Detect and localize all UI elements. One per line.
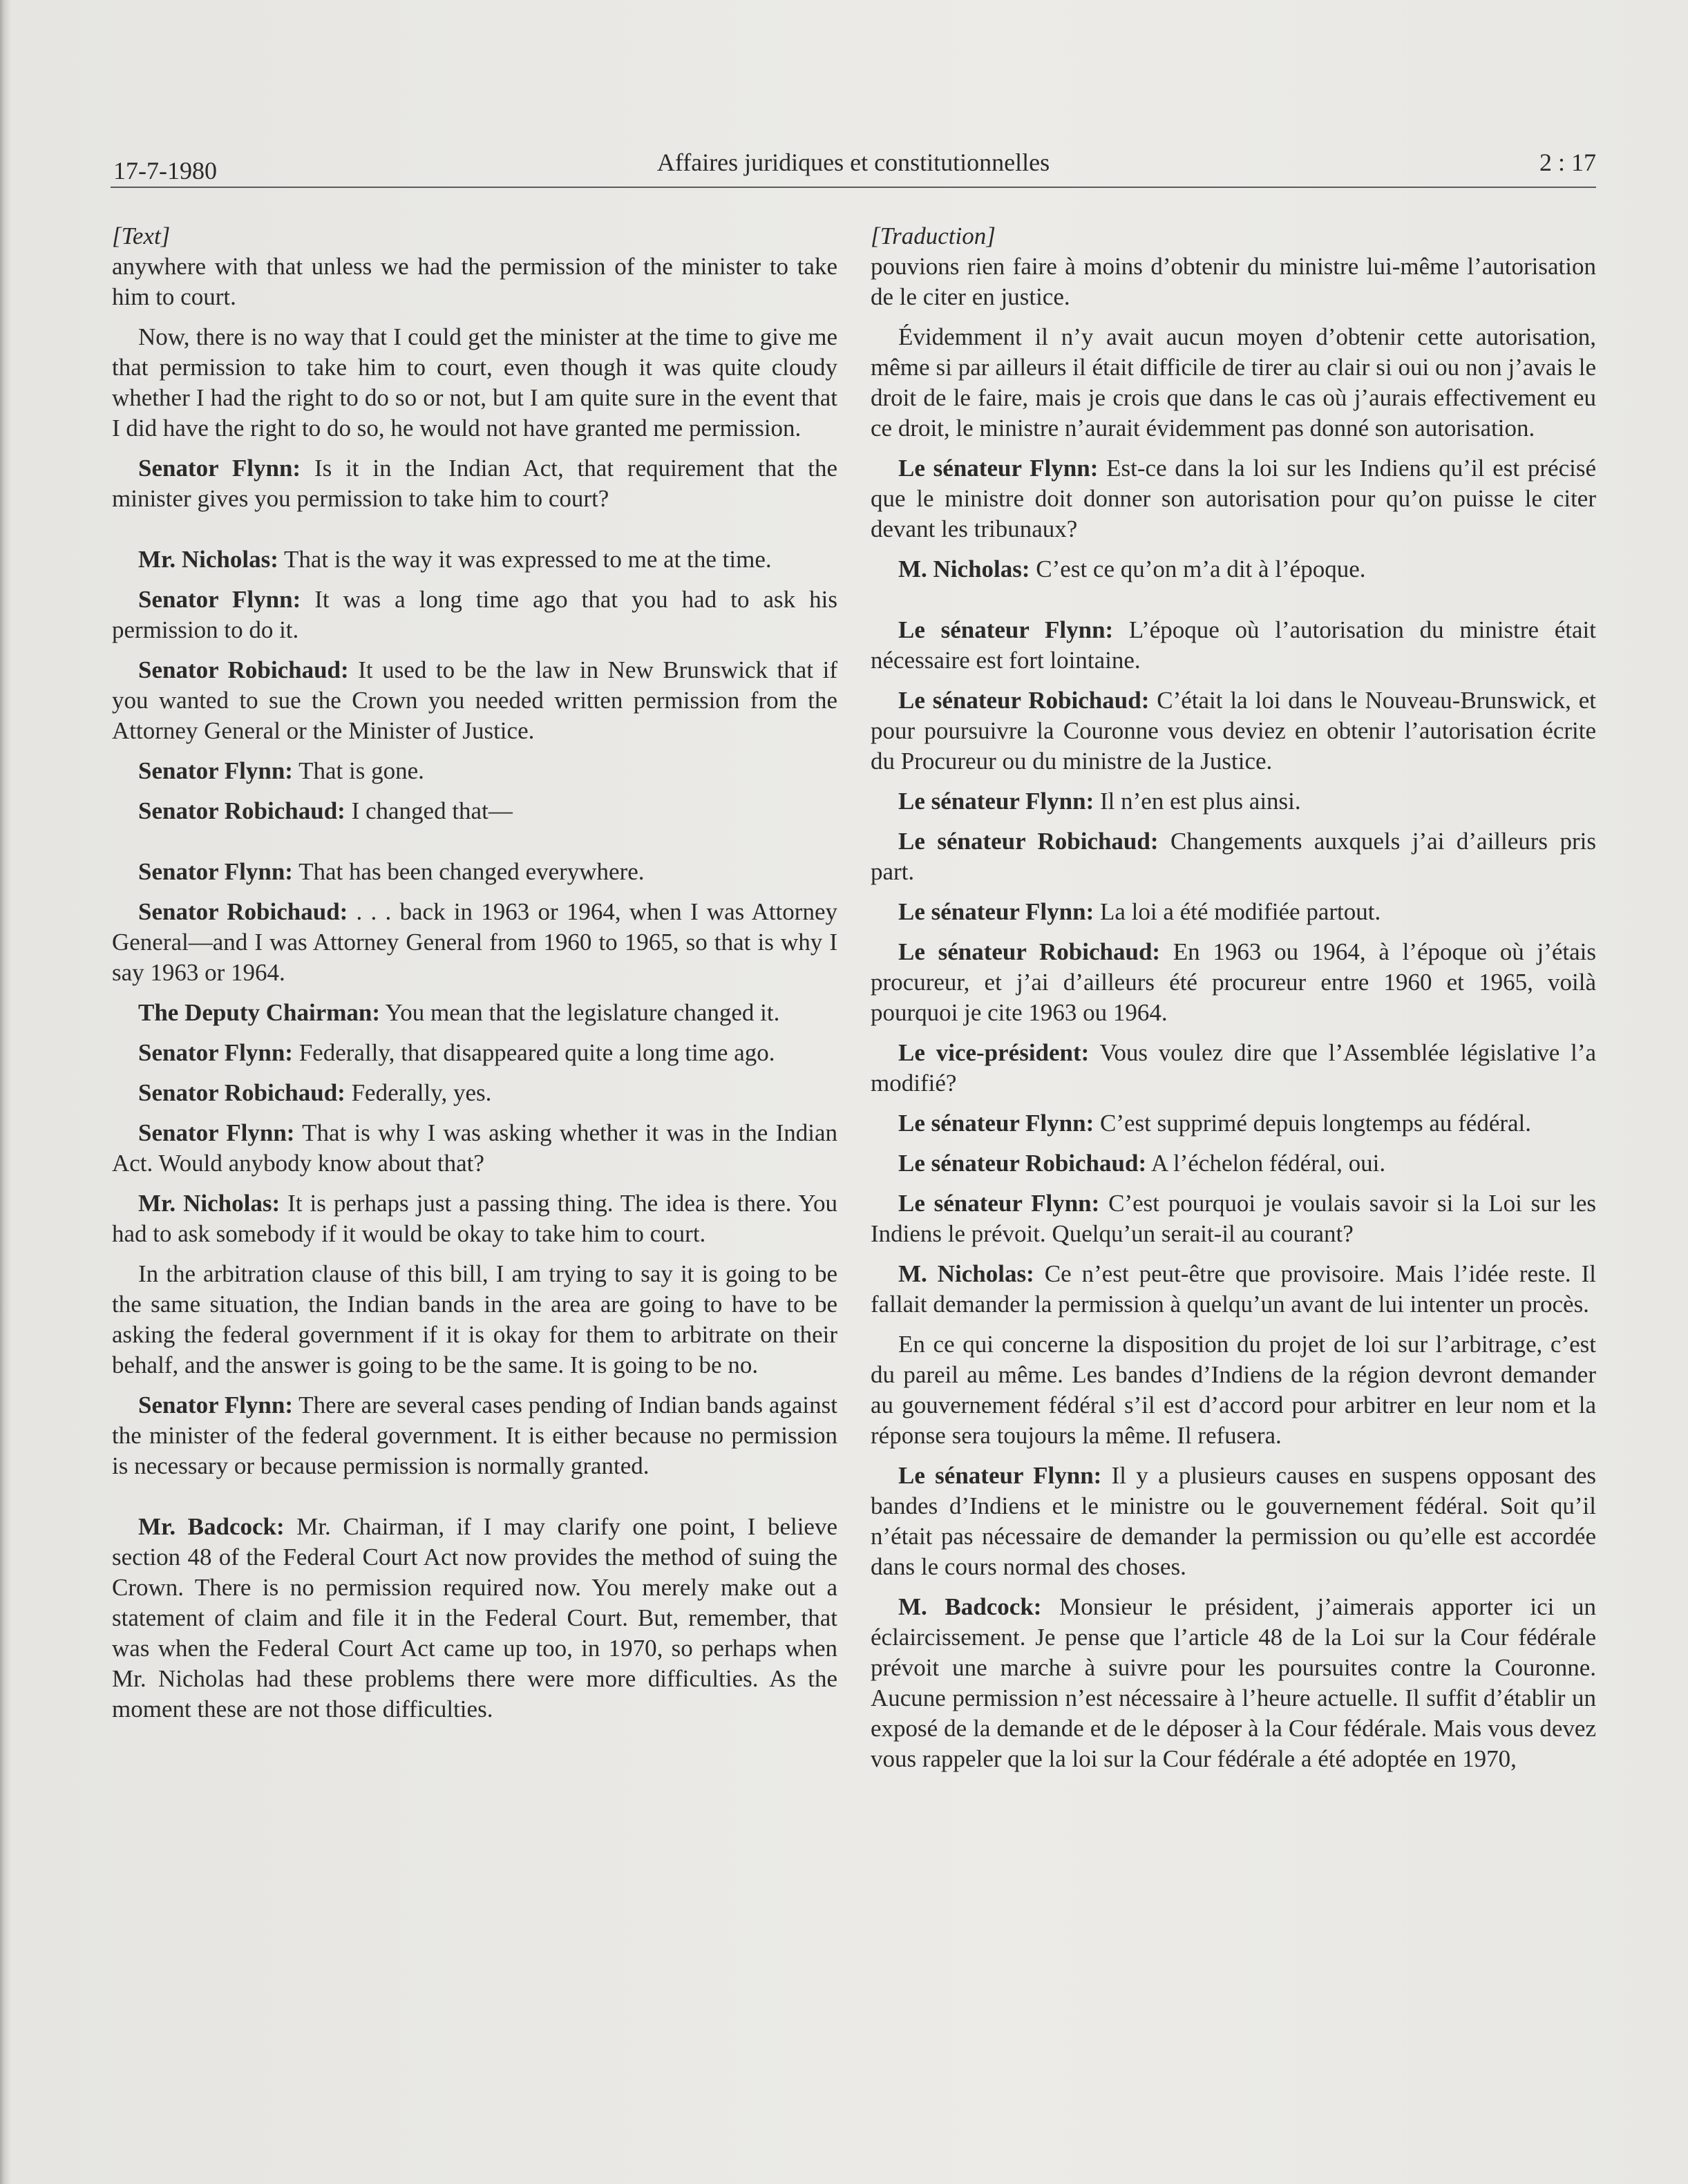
speech [112,453,837,514]
speaker-name: Le sénateur Robichaud: [898,687,1150,714]
speech-text: Il n’en est plus ainsi. [1094,788,1301,815]
speech-text: Est-ce dans la loi sur les Indiens qu’il est précisé que le ministre doit donner son autorisation pour qu’on puisse le citer devant les tribunaux? [871,455,1596,542]
speaker-name: Le sénateur Flynn: [898,616,1114,643]
speaker-name: Senator Flynn: [138,586,301,613]
speaker-name: Senator Robichaud: [138,898,348,925]
speech [112,756,837,786]
english-column [112,221,837,1734]
speaker-name: Le sénateur Flynn: [898,455,1099,482]
speech [871,615,1596,676]
speech [871,685,1596,777]
paragraph: Évidemment il n’y avait aucun moyen d’obtenir cette autorisation, même si par ailleurs il était difficile de tirer au clair si oui ou non j’avais le droit de le faire, mais je crois que dans le cas où j’aurais effectivement eu ce droit, le ministre n’aurait évidemment pas donné son autorisation. [871,323,1596,441]
speaker-name: M. Badcock: [898,1593,1042,1620]
speech [871,786,1596,817]
speaker-name: Le sénateur Robichaud: [898,828,1159,855]
speech [112,1118,837,1179]
speech-text: Federally, yes. [345,1079,492,1106]
speech [112,897,837,988]
speaker-name: Le sénateur Flynn: [898,898,1094,925]
speaker-name: M. Nicholas: [898,1260,1034,1287]
speech [112,655,837,746]
speech-text: C’est supprimé depuis longtemps au fédéral. [1094,1110,1532,1137]
speech [871,1188,1596,1249]
speaker-name: Le sénateur Flynn: [898,1462,1102,1489]
paragraph: anywhere with that unless we had the permission of the minister to take him to court. [112,253,837,310]
speech [112,1390,837,1481]
speech-text: L’époque où l’autorisation du ministre était nécessaire est fort lointaine. [871,616,1596,674]
speech [112,1188,837,1249]
speech-text: It was a long time ago that you had to ask his permission to do it. [112,586,837,643]
speech-text: You mean that the legislature changed it. [380,999,780,1026]
speaker-name: Senator Flynn: [138,1119,295,1146]
speaker-name: Senator Flynn: [138,757,293,784]
speech-text: Federally, that disappeared quite a long time ago. [292,1039,775,1066]
speaker-name: Le sénateur Flynn: [898,788,1094,815]
speech [871,453,1596,544]
speech-text: There are several cases pending of Indian bands against the minister of the federal government. It is either because no permission is necessary or because permission is normally granted. [112,1392,837,1479]
speech [871,1148,1596,1179]
speaker-name: Senator Robichaud: [138,797,345,824]
speech-text: Vous voulez dire que l’Assemblée législative l’a modifié? [871,1039,1597,1096]
paragraph: Now, there is no way that I could get the minister at the time to give me that permission to take him to court, even though it was quite cloudy whether I had the right to do so or not, but I am quite sure in the event that I did have the right to do so, he would not have granted me permission. [112,323,837,441]
speech-text: Changements auxquels j’ai d’ailleurs pris part. [871,828,1597,885]
running-header [111,146,1596,188]
speaker-name: M. Nicholas: [898,556,1030,582]
speaker-name: Senator Robichaud: [138,1079,345,1106]
speech-text: That is gone. [292,757,424,784]
speech-text: La loi a été modifiée partout. [1094,898,1381,925]
header-page-number: 2 : 17 [1539,149,1596,176]
speaker-name: Le sénateur Flynn: [898,1190,1100,1217]
speech-text: Is it in the Indian Act, that requirement that the minister gives you permission to take him to court? [112,455,837,512]
paragraph: In the arbitration clause of this bill, I am trying to say it is going to be the same situation, the Indian bands in the area are going to have to be asking the federal government if it is okay for them to arbitrate on their behalf, and the answer is going to be the same. It is going to be no. [112,1260,837,1378]
speaker-name: Senator Flynn: [138,1392,294,1418]
header-date: 17-7-1980 [113,157,217,184]
speech-text: En 1963 ou 1964, à l’époque où j’étais procureur, et j’ai d’ailleurs été procureur entre 1960 et 1965, voilà pourquoi je cite 1963 ou 1964. [871,938,1596,1026]
speech-text: It is perhaps just a passing thing. The idea is there. You had to ask somebody if it would be okay to take him to court. [112,1190,838,1247]
speech [112,796,837,826]
speaker-name: Senator Flynn: [138,1039,293,1066]
speech [871,1108,1596,1139]
speech [112,544,837,575]
paragraph: pouvions rien faire à moins d’obtenir du ministre lui-même l’autorisation de le citer en justice. [871,253,1596,310]
speech [871,1259,1596,1320]
speech-text: C’est ce qu’on m’a dit à l’époque. [1030,556,1366,582]
speech-text: That has been changed everywhere. [292,858,645,885]
paragraph: En ce qui concerne la disposition du projet de loi sur l’arbitrage, c’est du pareil au même. Les bandes d’Indiens de la région devront demander au gouvernement fédéral s’il est d’accord pour arbitrer en leur nom et la réponse sera toujours la même. Il refusera. [871,1331,1596,1449]
speaker-name: Le sénateur Robichaud: [898,1150,1147,1177]
speech [112,585,837,645]
speech-text: I changed that— [345,797,513,824]
speaker-name: Mr. Badcock: [138,1513,285,1540]
speech [871,826,1596,887]
speech [112,1038,837,1068]
speech-text: A l’échelon fédéral, oui. [1146,1150,1386,1177]
speaker-name: Le sénateur Robichaud: [898,938,1161,965]
speaker-name: The Deputy Chairman: [138,999,381,1026]
speaker-name: Le vice-président: [898,1039,1090,1066]
french-column [871,221,1596,1784]
speech-text: Mr. Chairman, if I may clarify one point, I believe section 48 of the Federal Court Act now provides the method of suing the Crown. There is no permission required now. You merely make out a statement of claim and file it in the Federal Court. But, remember, that was when the Federal Court Act came up too, in 1970, so perhaps when Mr. Nicholas had these problems there were more difficulties. As the moment these are not those difficulties. [112,1513,837,1722]
speech-text: C’est pourquoi je voulais savoir si la Loi sur les Indiens le prévoit. Quelqu’un serait-il au courant? [871,1190,1596,1247]
speech-text: Il y a plusieurs causes en suspens opposant des bandes d’Indiens et le ministre ou le gouvernement fédéral. Soit qu’il n’était pas nécessaire de demander la permission ou qu’elle est accordée dans le cours normal des choses. [871,1462,1597,1580]
speech [871,1592,1596,1774]
speech [871,554,1596,585]
speaker-name: Le sénateur Flynn: [898,1110,1094,1137]
speech-text: Monsieur le président, j’aimerais apporter ici un éclaircissement. Je pense que l’article 48 de la Loi sur la Cour fédérale prévoit une marche à suivre pour les poursuites contre la Couronne. Aucune permission n’est nécessaire à l’heure actuelle. Il suffit d’établir un exposé de la demande et de le déposer à la Cour fédérale. Mais vous devez vous rappeler que la loi sur la Cour fédérale a été adoptée en 1970, [871,1593,1596,1772]
speech [112,1512,837,1725]
speech-text: C’était la loi dans le Nouveau-Brunswick, et pour poursuivre la Couronne vous deviez en obtenir l’autorisation écrite du Procureur ou du ministre de la Justice. [871,687,1596,775]
speech-text: It used to be the law in New Brunswick that if you wanted to sue the Crown you needed written permission from the Attorney General or the Minister of Justice. [112,656,838,744]
speaker-name: Senator Robichaud: [138,656,349,683]
speech [871,937,1596,1028]
speech-text: That is the way it was expressed to me at the time. [278,546,772,573]
speech [871,1038,1596,1099]
header-title: Affaires juridiques et constitutionnelles [656,149,1050,176]
speaker-name: Senator Flynn: [138,858,293,885]
speaker-name: Senator Flynn: [138,455,301,482]
column-label: [Text] [112,222,171,249]
speech [112,1078,837,1108]
speech [871,897,1596,927]
speech [112,857,837,887]
speaker-name: Mr. Nicholas: [138,546,278,573]
speech [112,998,837,1028]
column-label: [Traduction] [871,222,996,249]
speech-text: That is why I was asking whether it was in the Indian Act. Would anybody know about that? [112,1119,838,1177]
speech-text: . . . back in 1963 or 1964, when I was Attorney General—and I was Attorney General from 1960 to 1965, so that is why I say 1963 or 1964. [112,898,837,986]
speaker-name: Mr. Nicholas: [138,1190,281,1217]
speech-text: Ce n’est peut-être que provisoire. Mais l’idée reste. Il fallait demander la permission à quelqu’un avant de lui intenter un procès. [871,1260,1596,1318]
speech [871,1461,1596,1582]
